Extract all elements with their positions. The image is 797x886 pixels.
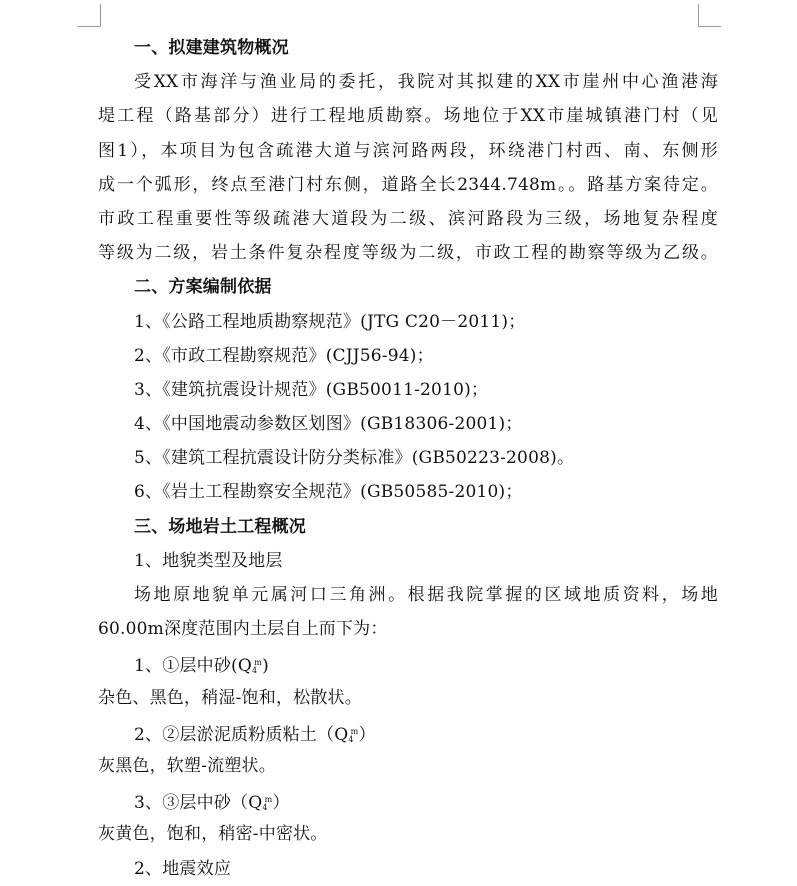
layer-description: 灰黑色，软塑-流塑状。 [98, 755, 276, 776]
paragraph-line: 成一个弧形，终点至港门村东侧，道路全长2344.748m。。路基方案待定。 [98, 174, 718, 195]
basis-item: 6、《岩土工程勘察安全规范》(GB50585-2010)； [134, 482, 523, 503]
basis-item: 5、《建筑工程抗震设计防分类标准》(GB50223-2008)。 [134, 448, 575, 469]
crop-mark-top-right [698, 4, 721, 27]
subsection-heading-landform: 1、地貌类型及地层 [134, 550, 283, 571]
subsection-heading-seismic: 2、地震效应 [134, 858, 232, 879]
basis-item: 2、《市政工程勘察规范》(CJJ56-94)； [134, 345, 434, 366]
paragraph-line: 图1），本项目为包含疏港大道与滨河路两段，环绕港门村西、南、东侧形 [98, 140, 718, 161]
basis-item: 1、《公路工程地质勘察规范》(JTG C20－2011)； [134, 311, 526, 332]
layer-title: 2、②层淤泥质粉质粘土$(Q_4^m)$ [134, 724, 376, 745]
crop-mark-top-left [78, 4, 101, 27]
basis-item: 4、《中国地震动参数区划图》(GB18306-2001)； [134, 414, 523, 435]
section-heading-basis: 二、方案编制依据 [134, 277, 272, 298]
layer-description: 灰黄色，饱和，稍密-中密状。 [98, 824, 328, 845]
paragraph-line: 受XX市海洋与渔业局的委托，我院对其拟建的XX市崖州中心渔港海 [134, 72, 718, 93]
paragraph-line: 场地原地貌单元属河口三角洲。根据我院掌握的区域地质资料，场地 [134, 585, 718, 605]
basis-item: 3、《建筑抗震设计规范》(GB50011-2010)； [134, 379, 489, 400]
paragraph-line: 市政工程重要性等级疏港大道段为二级、滨河路段为三级，场地复杂程度 [98, 208, 718, 229]
layer-title: 1、①层中砂$(Q_4^m)$ [134, 656, 269, 677]
paragraph-line: 等级为二级，岩土条件复杂程度等级为二级，市政工程的勘察等级为乙级。 [98, 243, 718, 264]
section-heading-geotechnical: 三、场地岩土工程概况 [134, 516, 306, 537]
paragraph-line: 60.00m深度范围内土层自上而下为： [98, 619, 388, 640]
document-body [98, 31, 718, 886]
section-heading-building-overview: 一、拟建建筑物概况 [134, 38, 289, 58]
layer-description: 杂色、黑色，稍湿-饱和，松散状。 [98, 687, 362, 708]
paragraph-line: 堤工程（路基部分）进行工程地质勘察。场地位于XX市崖城镇港门村（见 [98, 106, 718, 127]
layer-title: 3、③层中砂$(Q_4^m)$ [134, 793, 290, 814]
